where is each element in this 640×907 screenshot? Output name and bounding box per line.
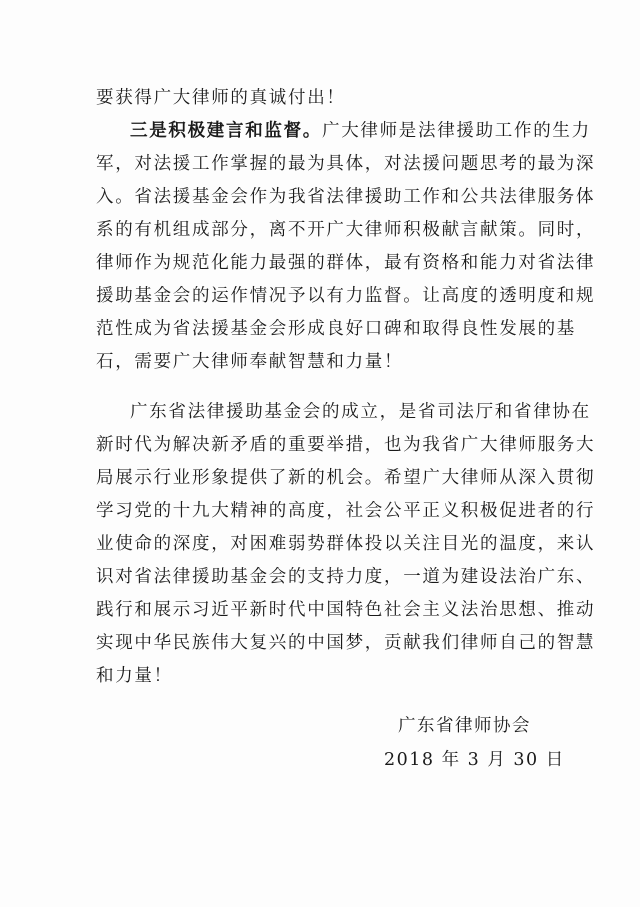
text-line: 广东省法律援助基金会的成立，是省司法厅和省律协在: [130, 402, 591, 422]
text-line: 入。省法援基金会作为我省法律援助工作和公共法律服务体: [96, 187, 596, 207]
text-line: 识对省法律援助基金会的支持力度，一道为建设法治广东、: [96, 567, 596, 587]
text-line: 军，对法援工作掌握的最为具体，对法援问题思考的最为深: [96, 154, 596, 174]
signature-date: 2018 年 3 月 30 日: [384, 750, 565, 770]
paragraph-lead-line: [130, 121, 591, 141]
text-line: 学习党的十九大精神的高度，社会公平正义积极促进者的行: [96, 501, 596, 521]
lead-rest: 广大律师是法律援助工作的生力: [322, 121, 591, 141]
text-line: 援助基金会的运作情况予以有力监督。让高度的透明度和规: [96, 286, 596, 306]
bold-lead: 三是积极建言和监督。: [130, 121, 322, 141]
signature-org: 广东省律师协会: [398, 716, 531, 736]
text-line: 律师作为规范化能力最强的群体，最有资格和能力对省法律: [96, 253, 596, 273]
text-line: 新时代为解决新矛盾的重要举措，也为我省广大律师服务大: [96, 435, 596, 455]
text-line: 和力量！: [96, 666, 173, 686]
text-line: 践行和展示习近平新时代中国特色社会主义法治思想、推动: [96, 600, 596, 620]
text-line: 范性成为省法援基金会形成良好口碑和取得良性发展的基: [96, 319, 576, 339]
text-line: 系的有机组成部分，离不开广大律师积极献言献策。同时，: [96, 220, 596, 240]
text-line: 石，需要广大律师奉献智慧和力量！: [96, 352, 404, 372]
text-line: 实现中华民族伟大复兴的中国梦，贡献我们律师自己的智慧: [96, 633, 596, 653]
text-line: 要获得广大律师的真诚付出！: [96, 88, 346, 108]
text-line: 局展示行业形象提供了新的机会。希望广大律师从深入贯彻: [96, 468, 596, 488]
text-line: 业使命的深度，对困难弱势群体投以关注目光的温度，来认: [96, 534, 596, 554]
